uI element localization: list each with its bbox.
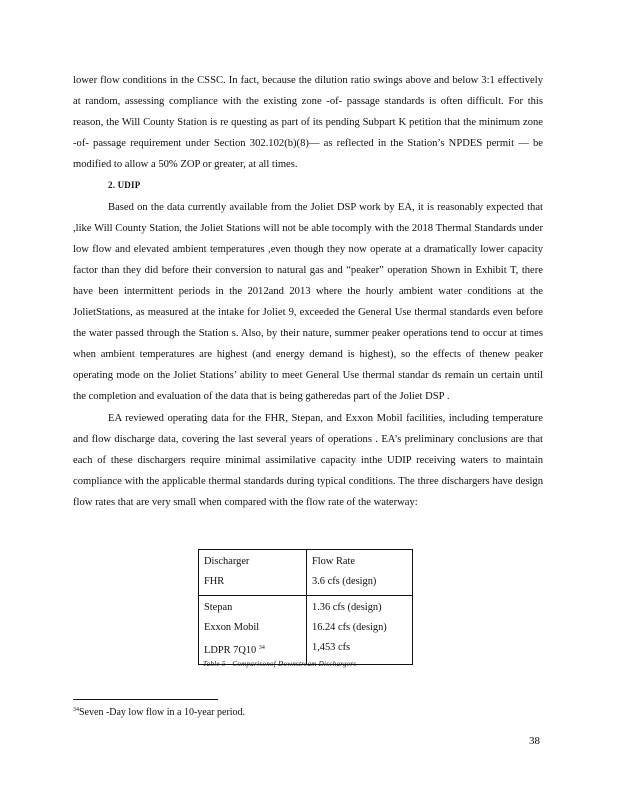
table-cell-flow-rate: 1,453 cfs [312, 642, 351, 653]
footnote-text: Seven -Day low flow in a 10-year period. [79, 707, 246, 718]
table-cell-flow-rate: 3.6 cfs (design) [312, 576, 377, 587]
discharger-comparison-table [198, 549, 413, 665]
footnote-reference: 34 [258, 645, 265, 651]
paragraph-ea-review: EA reviewed operating data for the FHR, Stepan, and Exxon Mobil facilities, including temperature and flow discharge data, covering the last several years of operations . EA’s preliminary conclusions are that each of these dischargers require minimal assimilative capacity inthe UDIP receiving waters to maintain compliance with the applicable thermal standards during typical conditions. The three dischargers have design flow rates that are very small when compared with the flow rate of the waterway: [73, 412, 543, 508]
table-header-flow-rate: Flow Rate [312, 556, 356, 567]
table-cell-discharger: LDPR 7Q10 $^{34}$ [204, 645, 265, 656]
table-caption: Table 5 - Comparisonof Downstream Dischargers [203, 660, 357, 668]
footnote [73, 707, 245, 718]
table-row [199, 550, 413, 596]
table-row [199, 596, 413, 665]
page-number: 38 [529, 735, 540, 747]
table-cell-discharger: Exxon Mobil [204, 622, 260, 633]
body-text [73, 70, 543, 513]
paragraph-joliet: Based on the data currently available from the Joliet DSP work by EA, it is reasonably expected that ,like Will County Station, the Joliet Stations will not be able tocomply with the 2018 Thermal Standards under low flow and elevated ambient temperatures ,even though they now operate at a dramatically lower capacity factor than they did before their conversion to natural gas and “peaker” operation Shown in Exhibit T, there have been intermittent periods in the 2012and 2013 where the hourly ambient water conditions at the JolietStations, as measured at the intake for Joliet 9, exceeded the General Use thermal standards even before the water passed through the Station s. Also, by their nature, summer peaker operations tend to occur at times when ambient temperatures are highest (and energy demand is highest), so the effects of thenew peaker operating mode on the Joliet Stations’ ability to meet General Use thermal standar ds remain un certain until the completion and evaluation of the data that is being gatheredas part of the Joliet DSP . [73, 201, 543, 403]
footnote-divider [73, 699, 218, 700]
table-cell-flow-rate: 1.36 cfs (design) [312, 602, 382, 613]
table-cell-flow-rate: 16.24 cfs (design) [312, 622, 387, 633]
table-header-discharger: Discharger [204, 556, 250, 567]
footnote-marker: 34 [73, 707, 79, 713]
table-cell-discharger: Stepan [204, 602, 233, 613]
table-cell-discharger: FHR [204, 576, 225, 587]
paragraph-zop: lower flow conditions in the CSSC. In fact, because the dilution ratio swings above and below 3:1 effectively at random, assessing compliance with the existing zone -of- passage standards is often difficult. For this reason, the Will County Station is re questing as part of its pending Subpart K petition that the minimum zone -of- passage requirement under Section 302.102(b)(8)— as reflected in the Station’s NPDES permit — be modified to allow a 50% ZOP or greater, at all times. [73, 75, 543, 171]
section-heading-udip: 2. UDIP [108, 180, 141, 191]
